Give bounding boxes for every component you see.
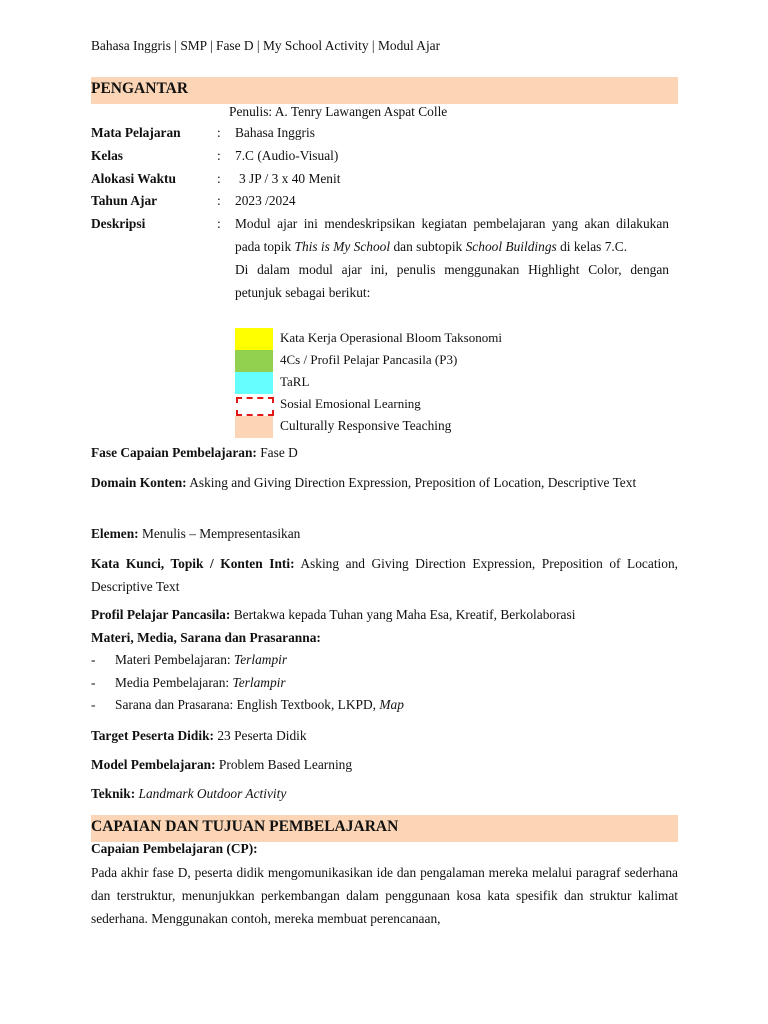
keywords-paragraph: Kata Kunci, Topik / Konten Inti: Asking and Giving Direction Expression, Preposition of Location, Descriptive Text <box>91 556 678 594</box>
row-year <box>91 192 678 210</box>
colon: : <box>217 125 221 140</box>
profil-line: Profil Pelajar Pancasila: Bertakwa kepada Tuhan yang Maha Esa, Kreatif, Berkolaborasi <box>91 607 576 622</box>
legend-item <box>235 416 535 438</box>
legend-swatch-peach <box>235 416 273 438</box>
legend-swatch-green <box>235 350 273 372</box>
teknik-line: Teknik: Landmark Outdoor Activity <box>91 786 287 801</box>
legend-label: TaRL <box>280 374 310 389</box>
domain-paragraph: Domain Konten: Asking and Giving Direction Expression, Preposition of Location, Descriptive Text <box>91 475 637 490</box>
year-value: 2023 /2024 <box>235 193 296 208</box>
legend-label: Kata Kerja Operasional Bloom Taksonomi <box>280 330 502 345</box>
legend-item <box>235 394 535 416</box>
row-subject <box>91 124 678 142</box>
model-line: Model Pembelajaran: Problem Based Learning <box>91 757 353 772</box>
colon: : <box>217 171 221 186</box>
year-label: Tahun Ajar <box>91 193 158 208</box>
subject-label: Mata Pelajaran <box>91 125 181 140</box>
topic-name: This is My School <box>294 239 391 254</box>
legend-item <box>235 372 535 394</box>
colon: : <box>217 193 221 208</box>
cp-heading: Capaian Pembelajaran (CP): <box>91 841 258 856</box>
row-time <box>91 170 678 188</box>
description-paragraph-1: Modul ajar ini mendeskripsikan kegiatan pembelajaran yang akan dilakukan pada topik This is My School dan subtopik School Buildings di kelas 7.C. <box>235 216 669 254</box>
colon: : <box>217 216 221 231</box>
cp-paragraph: Pada akhir fase D, peserta didik mengomunikasikan ide dan pengalaman mereka melalui paragraf sederhana dan terstruktur, menunjukkan perkembangan dalam penggunaan kosa kata spesifik dan struktur kalimat sederhana. Menggunakan contoh, mereka membuat perencanaan, <box>91 865 678 926</box>
row-class <box>91 147 678 165</box>
highlight-legend <box>235 328 535 438</box>
desc-label: Deskripsi <box>91 216 146 231</box>
time-value: 3 JP / 3 x 40 Menit <box>239 171 341 186</box>
materi-heading: Materi, Media, Sarana dan Prasaranna: <box>91 630 321 645</box>
subject-value: Bahasa Inggris <box>235 125 315 140</box>
elemen-line: Elemen: Menulis – Mempresentasikan <box>91 526 301 541</box>
subtopic-name: School Buildings <box>465 239 557 254</box>
legend-item <box>235 328 535 350</box>
class-value: 7.C (Audio-Visual) <box>235 148 339 163</box>
section-title: PENGANTAR <box>91 80 189 97</box>
legend-label: 4Cs / Profil Pelajar Pancasila (P3) <box>280 352 458 367</box>
time-label: Alokasi Waktu <box>91 171 176 186</box>
section-title: CAPAIAN DAN TUJUAN PEMBELAJARAN <box>91 818 399 835</box>
target-line: Target Peserta Didik: 23 Peserta Didik <box>91 728 307 743</box>
author-line: Penulis: A. Tenry Lawangen Aspat Colle <box>229 104 448 119</box>
section-heading-capaian <box>91 815 678 842</box>
legend-label: Sosial Emosional Learning <box>280 396 421 411</box>
legend-swatch-cyan <box>235 372 273 394</box>
section-heading-pengantar <box>91 77 678 104</box>
running-header: Bahasa Inggris | SMP | Fase D | My School Activity | Modul Ajar <box>91 38 441 53</box>
legend-item <box>235 350 535 372</box>
legend-label: Culturally Responsive Teaching <box>280 418 452 433</box>
description-paragraph-2: Di dalam modul ajar ini, penulis menggunakan Highlight Color, dengan petunjuk sebagai berikut: <box>235 262 669 300</box>
description-text <box>235 212 669 304</box>
colon: : <box>217 148 221 163</box>
class-label: Kelas <box>91 148 123 163</box>
legend-swatch-yellow <box>235 328 273 350</box>
legend-swatch-red-dashed <box>236 397 274 416</box>
fase-line: Fase Capaian Pembelajaran: Fase D <box>91 445 298 460</box>
